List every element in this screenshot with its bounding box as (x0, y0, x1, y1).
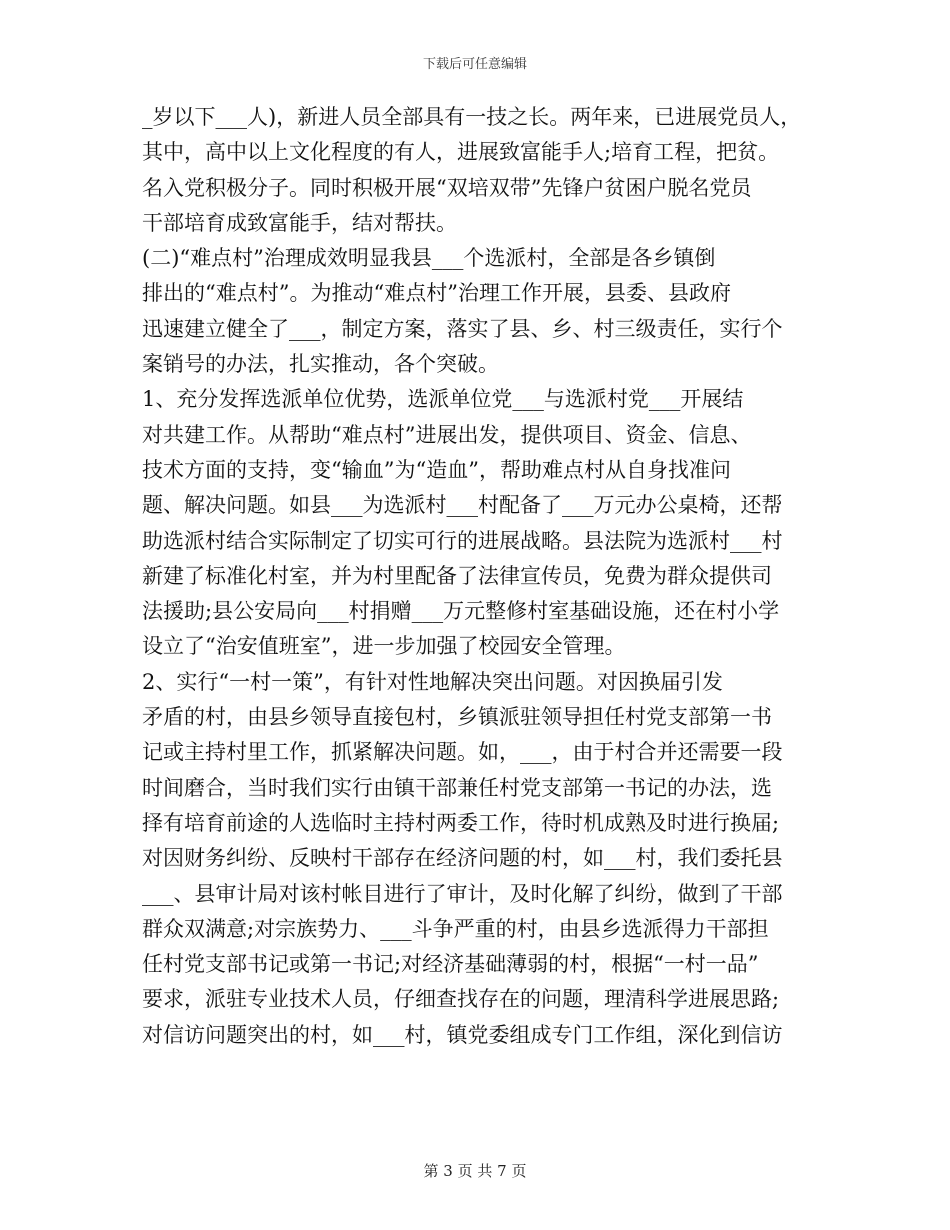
text-line: 排出的“难点村”。为推动“难点村”治理工作开展，县委、县政府 (142, 281, 731, 306)
text-line: _岁以下___人)，新进人员全部具有一技之长。两年来，已进展党员人， (142, 105, 802, 129)
document-body (142, 100, 810, 1053)
text-line: 名入党积极分子。同时积极开展“双培双带”先锋户贫困户脱名党员 (142, 175, 752, 200)
text-line: 矛盾的村，由县乡领导直接包村，乡镇派驻领导担任村党支部第一书 (142, 705, 772, 730)
text-line: 干部培育成致富能手，结对帮扶。 (142, 210, 457, 235)
text-line: 助选派村结合实际制定了切实可行的进展战略。县法院为选派村___村 (142, 528, 783, 553)
text-line: 其中，高中以上文化程度的有人，进展致富能手人;培育工程，把贫。 (142, 140, 780, 165)
text-line: 2、实行“一村一策”，有针对性地解决突出问题。对因换届引发 (142, 669, 723, 694)
paragraph-4 (142, 665, 810, 1053)
text-line: 设立了“治安值班室”，进一步加强了校园安全管理。 (142, 634, 626, 659)
text-line: 案销号的办法，扎实推动，各个突破。 (142, 352, 499, 377)
page-header: 下载后可任意编辑 (422, 57, 527, 72)
text-line: 择有培育前途的人选临时主持村两委工作，待时机成熟及时进行换届; (142, 810, 780, 835)
text-line: 技术方面的支持，变“输血”为“造血”，帮助难点村从自身找准问 (142, 457, 731, 482)
paragraph-2 (142, 241, 810, 382)
text-line: 记或主持村里工作，抓紧解决问题。如，___，由于村合并还需要一段 (142, 740, 783, 765)
text-line: 1、充分发挥选派单位优势，选派单位党___与选派村党___开展结 (142, 387, 744, 412)
text-line: 群众双满意;对宗族势力、___斗争严重的村，由县乡选派得力干部担 (142, 916, 769, 941)
text-line: 法援助;县公安局向___村捐赠___万元整修村室基础设施，还在村小学 (142, 599, 780, 624)
text-line: 对信访问题突出的村，如___村，镇党委组成专门工作组，深化到信访 (142, 1022, 783, 1047)
text-line: 对因财务纠纷、反映村干部存在经济问题的村，如___村，我们委托县 (142, 846, 783, 871)
text-line: ___、县审计局对该村帐目进行了审计，及时化解了纠纷，做到了干部 (142, 881, 783, 906)
text-line: 新建了标准化村室，并为村里配备了法律宣传员，免费为群众提供司 (142, 563, 772, 588)
paragraph-1 (142, 100, 810, 241)
text-line: 任村党支部书记或第一书记;对经济基础薄弱的村，根据“一村一品” (142, 952, 759, 977)
text-line: 题、解决问题。如县___为选派村___村配备了___万元办公桌椅，还帮 (142, 493, 783, 518)
paragraph-3 (142, 382, 810, 664)
text-line: 要求，派驻专业技术人员，仔细查找存在的问题，理清科学进展思路; (142, 987, 780, 1012)
page-footer: 第 3 页 共 7 页 (423, 1162, 527, 1180)
text-line: 对共建工作。从帮助“难点村”进展出发，提供项目、资金、信息、 (142, 422, 752, 447)
text-line: (二)“难点村”治理成效明显我县___个选派村，全部是各乡镇倒 (142, 246, 716, 271)
text-line: 迅速建立健全了___，制定方案，落实了县、乡、村三级责任，实行个 (142, 316, 783, 341)
text-line: 时间磨合，当时我们实行由镇干部兼任村党支部第一书记的办法，选 (142, 775, 772, 800)
